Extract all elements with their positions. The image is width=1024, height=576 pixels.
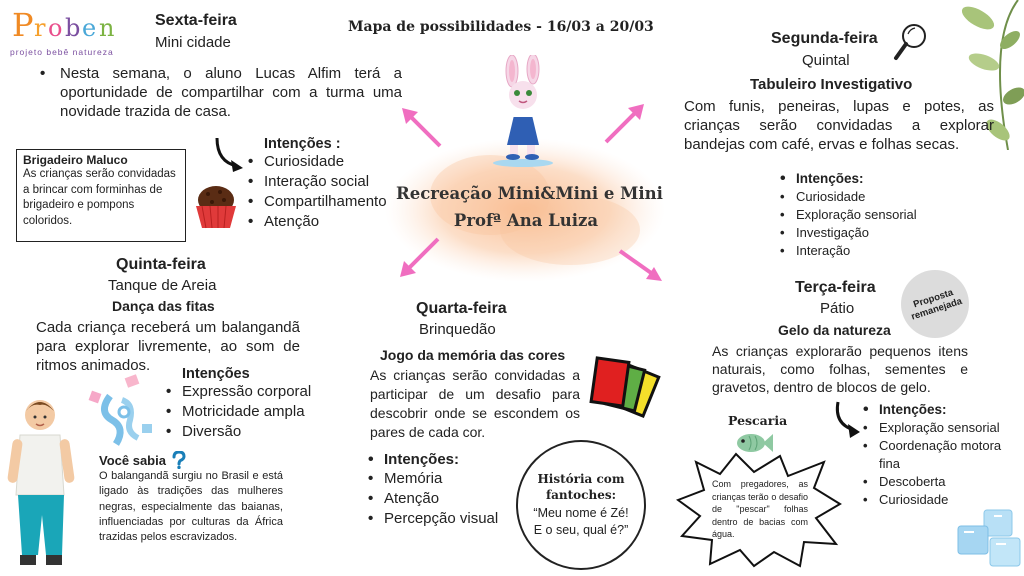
friday-text: Nesta semana, o aluno Lucas Alfim terá a oportunidade de compartilhar com a turma uma novidade trazida de casa. bbox=[60, 65, 402, 120]
thursday-intentions-label: Intenções bbox=[182, 366, 250, 382]
puppet-story-title: História com fantoches: bbox=[537, 472, 625, 502]
thursday-place: Tanque de Areia bbox=[108, 277, 217, 294]
arrow-up-left-icon bbox=[398, 104, 446, 152]
list-item: • Curiosidade bbox=[248, 152, 387, 172]
svg-text:o: o bbox=[48, 14, 63, 42]
memory-cards-icon bbox=[586, 352, 670, 434]
proben-logo-icon bbox=[10, 4, 128, 44]
brigadeiro-title: Brigadeiro Maluco bbox=[23, 153, 128, 167]
friday-place: Mini cidade bbox=[155, 34, 231, 51]
wednesday-text: As crianças serão convidadas a participar de um desafio para descobrir onde se escondem os pares de cada cor. bbox=[370, 367, 580, 440]
child-photo bbox=[6, 395, 78, 571]
list-item: • Exploração sensorial bbox=[863, 419, 1013, 437]
list-item: • Descoberta bbox=[863, 473, 1013, 491]
fishing-text: Com pregadores, as crianças terão o desafio de "pescar" folhas dentro de bacias com água. bbox=[712, 479, 808, 539]
monday-intentions bbox=[780, 170, 917, 260]
list-item: • Diversão bbox=[166, 422, 311, 442]
bunny-icon bbox=[487, 55, 557, 167]
monday-intentions-list bbox=[780, 188, 917, 260]
list-item: • Percepção visual bbox=[368, 509, 498, 529]
logo-subtitle: projeto bebê natureza bbox=[10, 47, 114, 57]
list-item: • Interação social bbox=[248, 172, 387, 192]
fishing-title: Pescaria bbox=[728, 413, 788, 428]
svg-text:e: e bbox=[82, 14, 97, 42]
friday-day: Sexta-feira bbox=[155, 12, 237, 29]
list-item: • Exploração sensorial bbox=[780, 206, 917, 224]
wednesday-intentions bbox=[368, 451, 498, 529]
monday-place: Quintal bbox=[802, 52, 850, 69]
curved-arrow-2-icon bbox=[832, 398, 864, 440]
monday-subtitle: Tabuleiro Investigativo bbox=[750, 76, 913, 93]
monday-text: Com funis, peneiras, lupas e potes, as crianças serão convidadas a explorar bandejas com café, ervas e folhas secas. bbox=[684, 98, 994, 153]
thursday-text: Cada criança receberá um balangandã para explorar livremente, ao som de ritmos animados. bbox=[36, 319, 300, 374]
list-item: • Atenção bbox=[248, 212, 387, 232]
tuesday-intentions-list bbox=[863, 419, 1013, 509]
tuesday-intentions bbox=[863, 401, 1013, 509]
thursday-day: Quinta-feira bbox=[116, 256, 206, 273]
tuesday-subtitle: Gelo da natureza bbox=[778, 322, 891, 338]
friday-intentions bbox=[248, 136, 387, 232]
list-item: • Memória bbox=[368, 469, 498, 489]
magnifier-icon bbox=[892, 22, 930, 64]
brigadeiro-text: As crianças serão convidadas a brincar com forminhas de brigadeiro e pompons coloridos. bbox=[23, 168, 176, 227]
wednesday-subtitle: Jogo da memória das cores bbox=[380, 347, 566, 363]
svg-text:P: P bbox=[12, 6, 34, 44]
monday-intentions-label: • Intenções: bbox=[780, 170, 864, 187]
wednesday-place: Brinquedão bbox=[419, 321, 496, 338]
arrow-down-right-icon bbox=[616, 245, 664, 285]
rescheduled-badge-text: Proposta remanejada bbox=[909, 287, 964, 323]
ribbon-icon bbox=[86, 372, 164, 454]
svg-text:b: b bbox=[65, 14, 81, 42]
center-title bbox=[396, 180, 663, 234]
brigadeiro-box bbox=[16, 149, 186, 242]
list-item: • Curiosidade bbox=[863, 491, 1013, 509]
friday-intentions-list bbox=[248, 152, 387, 232]
friday-intentions-label: Intenções : bbox=[264, 136, 341, 152]
did-you-know-text: O balangandã surgiu no Brasil e está ligado às tradições das mulheres negras, especialmente das baianas, influenciadas por culturas da África trazidas pelos escravizados. bbox=[99, 470, 283, 544]
arrow-up-right-icon bbox=[600, 100, 648, 148]
tuesday-intentions-label: • Intenções: bbox=[863, 401, 947, 418]
list-item: • Curiosidade bbox=[780, 188, 917, 206]
thursday-intentions bbox=[166, 366, 311, 442]
tuesday-place: Pátio bbox=[820, 300, 855, 317]
did-you-know bbox=[99, 451, 283, 545]
puppet-story-circle bbox=[516, 440, 646, 570]
thursday-subtitle: Dança das fitas bbox=[112, 298, 215, 314]
page-title: Mapa de possibilidades - 16/03 a 20/03 bbox=[348, 19, 654, 35]
puppet-story-text: “Meu nome é Zé! E o seu, qual é?” bbox=[533, 506, 629, 537]
center-title-line2: Profª Ana Luiza bbox=[453, 211, 599, 230]
wednesday-intentions-list bbox=[368, 469, 498, 529]
question-mark-icon bbox=[172, 451, 186, 469]
list-item: • Coordenação motora fina bbox=[863, 437, 1013, 473]
curved-arrow-icon bbox=[213, 134, 247, 174]
rescheduled-badge bbox=[901, 270, 969, 338]
thursday-intentions-list bbox=[166, 382, 311, 442]
brigadeiro-icon bbox=[192, 184, 240, 230]
list-item: • Motricidade ampla bbox=[166, 402, 311, 422]
friday-bullet: • Nesta semana, o aluno Lucas Alfim terá a oportunidade de compartilhar com a turma uma novidade trazida de casa. bbox=[40, 65, 402, 120]
svg-text:n: n bbox=[99, 14, 115, 42]
list-item: • Expressão corporal bbox=[166, 382, 311, 402]
svg-text:r: r bbox=[34, 14, 46, 42]
wednesday-intentions-label: • Intenções: bbox=[368, 451, 460, 468]
list-item: • Atenção bbox=[368, 489, 498, 509]
list-item: • Interação bbox=[780, 242, 917, 260]
wednesday-day: Quarta-feira bbox=[416, 300, 507, 317]
ice-cubes-icon bbox=[954, 508, 1024, 576]
list-item: • Compartilhamento bbox=[248, 192, 387, 212]
did-you-know-title: Você sabia bbox=[99, 452, 166, 468]
monday-day: Segunda-feira bbox=[771, 30, 878, 47]
tuesday-text: As crianças explorarão pequenos itens naturais, como folhas, sementes e gravetos, dentro de blocos de gelo. bbox=[712, 343, 968, 395]
center-title-line1: Recreação Mini&Mini e Mini bbox=[396, 184, 663, 203]
tuesday-day: Terça-feira bbox=[795, 279, 876, 296]
logo bbox=[10, 4, 128, 56]
arrow-down-left-icon bbox=[396, 233, 444, 281]
list-item: • Investigação bbox=[780, 224, 917, 242]
